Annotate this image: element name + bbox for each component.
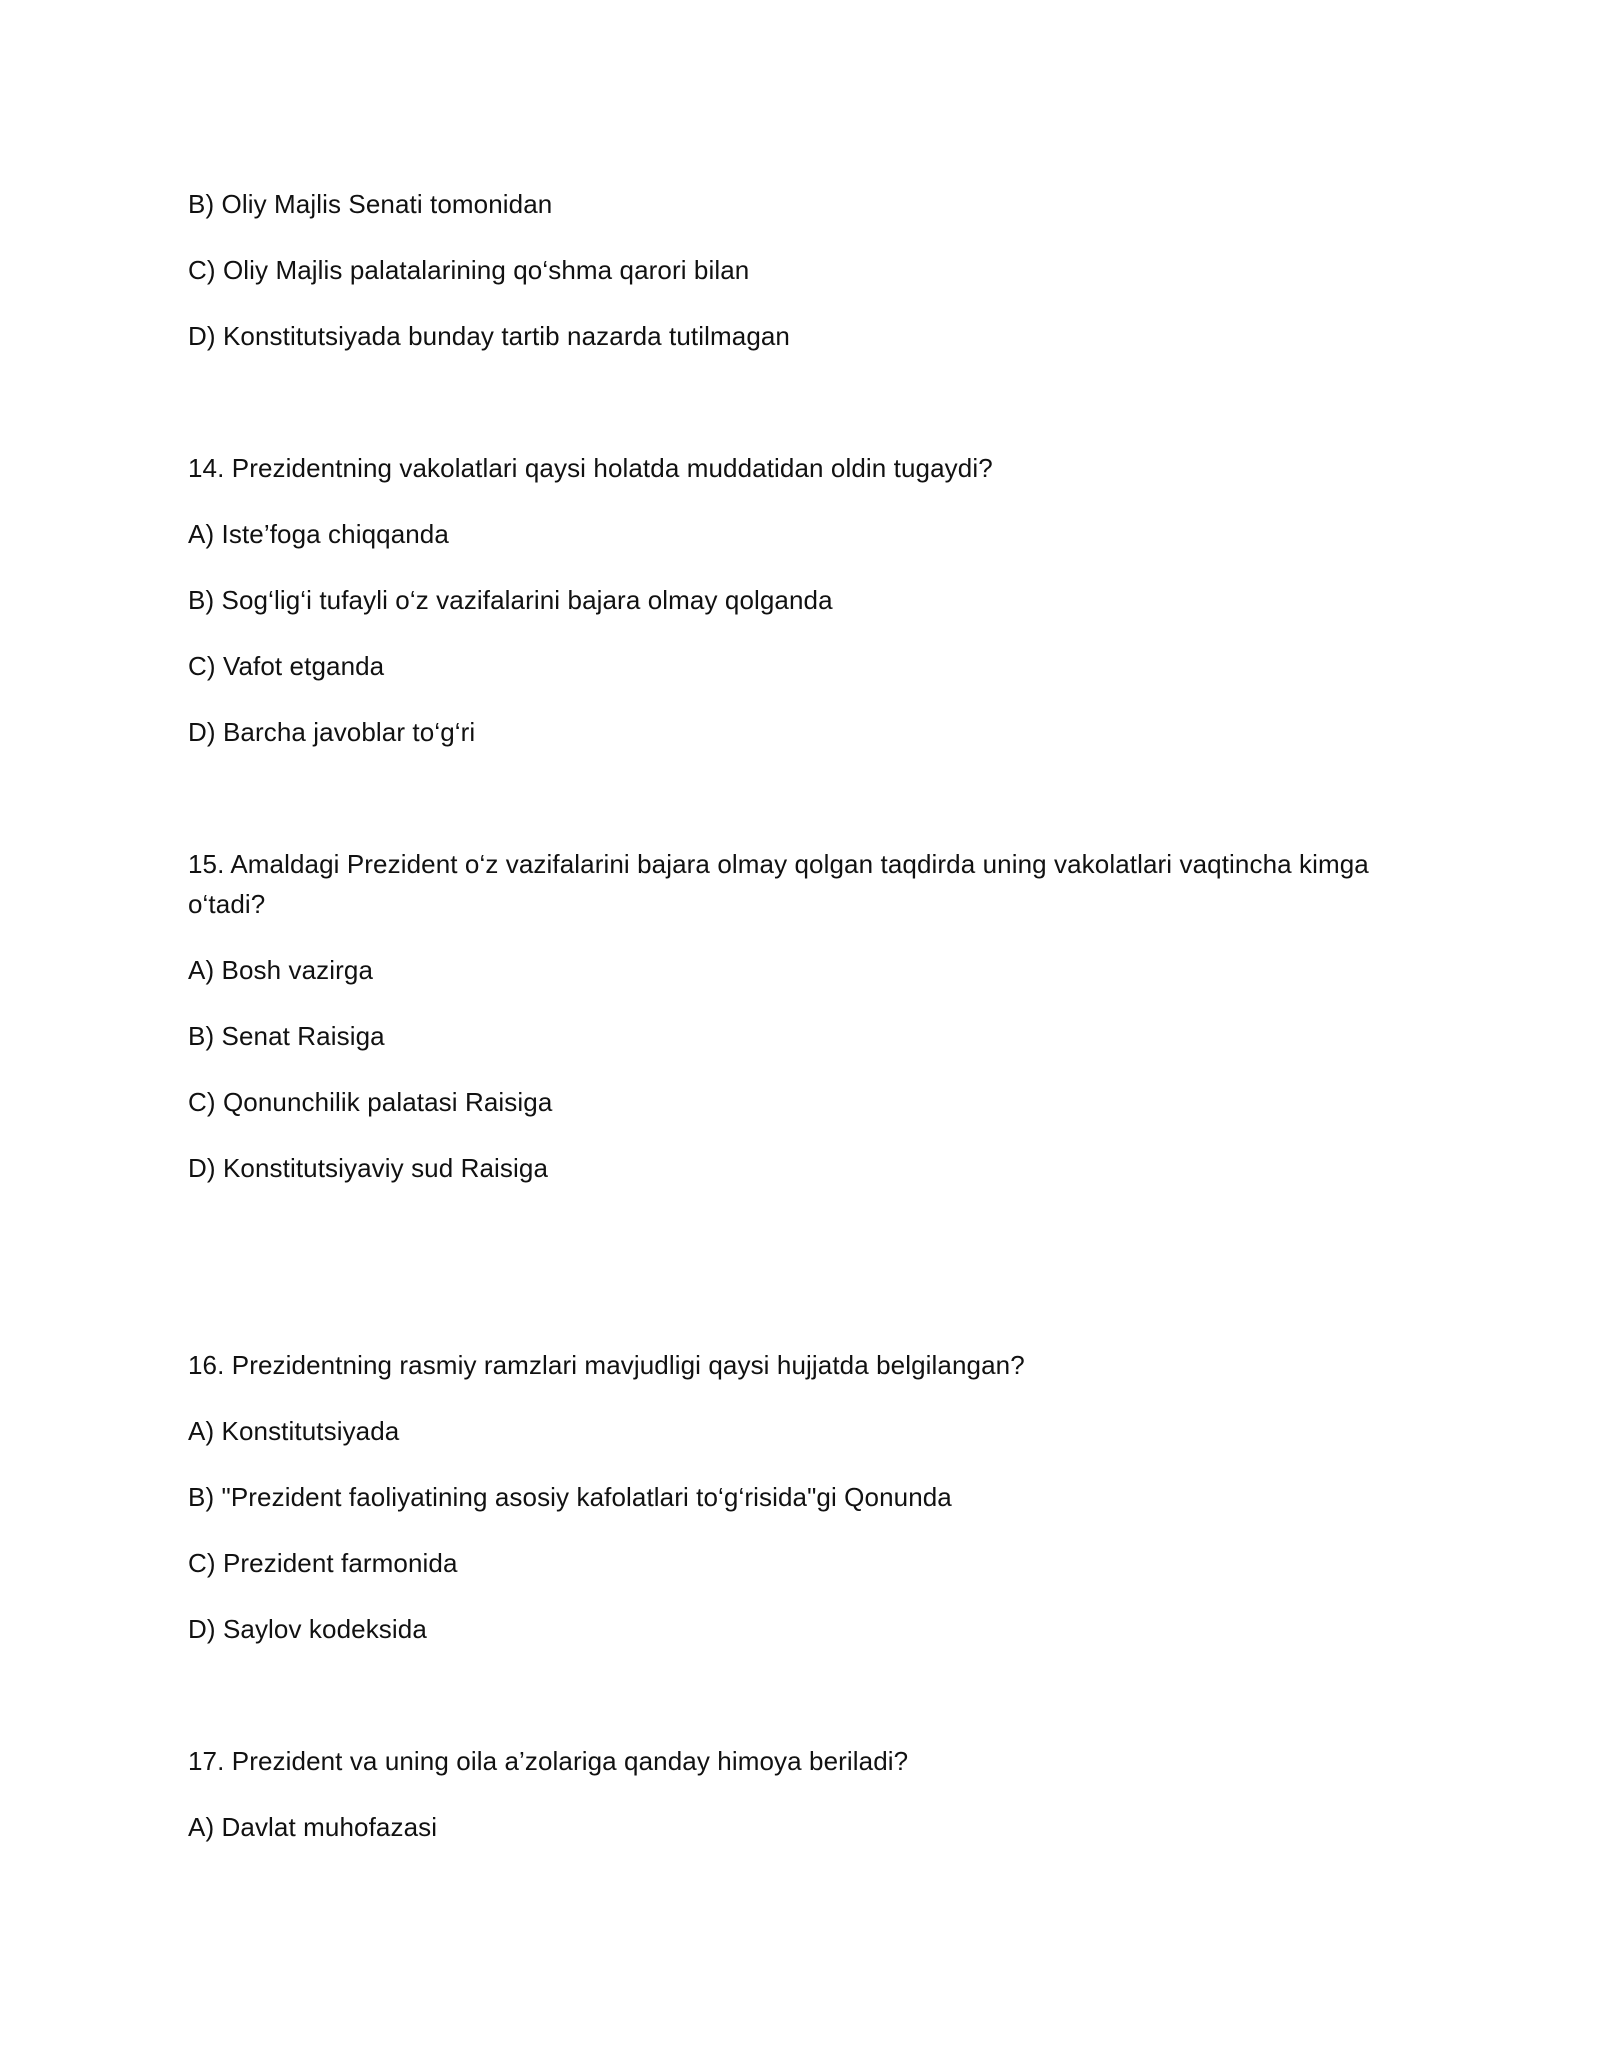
q17-question: 17. Prezident va uning oila a’zolariga qanday himoya beriladi? [188,1746,909,1776]
q15-question-line1: 15. Amaldagi Prezident o‘z vazifalarini bajara olmay qolgan taqdirda uning vakolatlari vaqtincha kimga [188,849,1369,879]
q15-option-a: A) Bosh vazirga [188,955,374,985]
q14-option-a: A) Iste’foga chiqqanda [188,519,449,549]
q16-option-a: A) Konstitutsiyada [188,1416,400,1446]
q13-option-c: C) Oliy Majlis palatalarining qo‘shma qarori bilan [188,255,750,285]
q16-option-d: D) Saylov kodeksida [188,1614,427,1644]
q16-option-c: C) Prezident farmonida [188,1548,458,1578]
q15-option-b: B) Senat Raisiga [188,1021,385,1051]
q14-option-c: C) Vafot etganda [188,651,385,681]
q16-option-b: B) "Prezident faoliyatining asosiy kafolatlari to‘g‘risida"gi Qonunda [188,1482,952,1512]
q13-option-b: B) Oliy Majlis Senati tomonidan [188,189,553,219]
q14-question: 14. Prezidentning vakolatlari qaysi holatda muddatidan oldin tugaydi? [188,453,993,483]
q15-option-c: C) Qonunchilik palatasi Raisiga [188,1087,553,1117]
q16-question: 16. Prezidentning rasmiy ramzlari mavjudligi qaysi hujjatda belgilangan? [188,1350,1025,1380]
q13-option-d: D) Konstitutsiyada bunday tartib nazarda tutilmagan [188,321,790,351]
q15-question-line2: o‘tadi? [188,889,266,919]
q17-option-a: A) Davlat muhofazasi [188,1812,438,1842]
q14-option-b: B) Sog‘lig‘i tufayli o‘z vazifalarini bajara olmay qolganda [188,585,833,615]
q14-option-d: D) Barcha javoblar to‘g‘ri [188,717,476,747]
q15-option-d: D) Konstitutsiyaviy sud Raisiga [188,1153,549,1183]
